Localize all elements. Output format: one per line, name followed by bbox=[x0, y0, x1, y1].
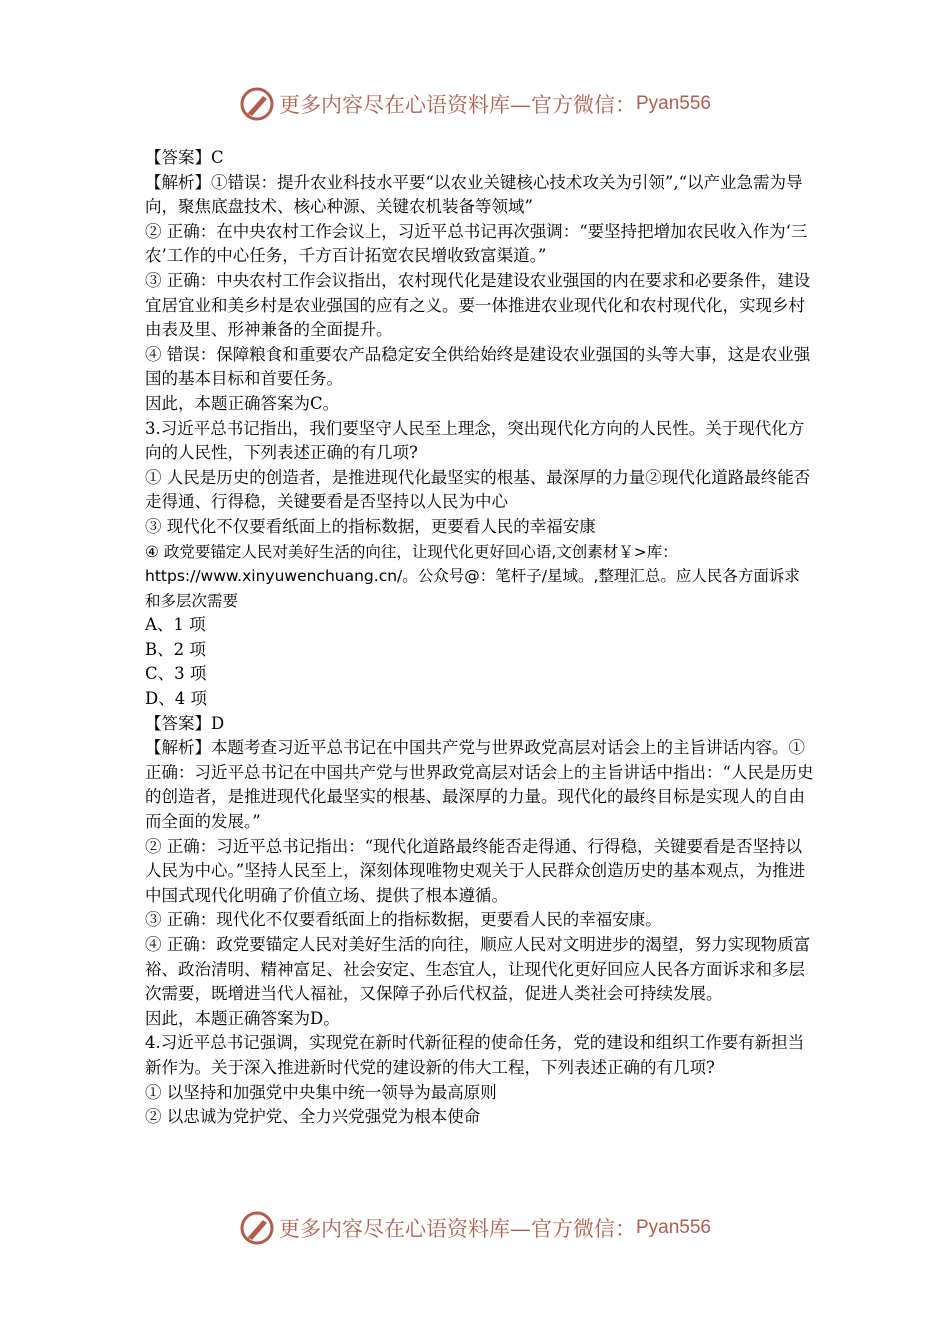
header-banner bbox=[0, 84, 950, 124]
conclusion-line: 因此，本题正确答案为C。 bbox=[145, 393, 340, 413]
analysis-point-3: ③ 正确：现代化不仅要看纸面上的指标数据，更要看人民的幸福安康。 bbox=[145, 910, 662, 930]
analysis-point-2: ② 正确：习近平总书记指出：“现代化道路最终能否走得通、行得稳，关键要看是否坚持以人民为中心。”坚持人民至上，深刻体现唯物史观关于人民群众创造历史的基本观点，为推进中国式现代化明确了价值立场、提供了根本遵循。 bbox=[145, 836, 806, 905]
footer-text: 更多内容尽在心语资料库—官方微信： bbox=[278, 1217, 636, 1241]
answer-line: 【答案】C bbox=[145, 148, 224, 167]
analysis-point-3: ③ 正确：中央农村工作会议指出，农村现代化是建设农业强国的内在要求和必要条件，建设宜居宜业和美乡村是农业强国的应有之义。要一体推进农业现代化和农村现代化，实现乡村由表及里、形神兼备的全面提升。 bbox=[145, 270, 811, 340]
footer-banner bbox=[0, 1208, 950, 1248]
analysis-paragraph: 【解析】①错误：提升农业科技水平要“以农业关键核心技术攻关为引领”,“以产业急需为导向，聚焦底盘技术、核心种源、关键农机装备等领域” bbox=[145, 172, 803, 217]
conclusion-line: 因此，本题正确答案为D。 bbox=[145, 1008, 340, 1028]
analysis-point-4: ④ 错误：保障粮食和重要农产品稳定安全供给始终是建设农业强国的头等大事，这是农业强国的基本目标和首要任务。 bbox=[145, 344, 811, 389]
question-4-statement-1: ① 以坚持和加强党中央集中统一领导为最高原则 bbox=[145, 1082, 497, 1102]
option-c: C、3 项 bbox=[145, 664, 207, 684]
header-wechat-id: Pyan556 bbox=[635, 93, 711, 114]
header-text: 更多内容尽在心语资料库—官方微信： bbox=[278, 93, 636, 117]
question-3-statement-1: ① 人民是历史的创造者，是推进现代化最坚实的根基、最深厚的力量②现代化道路最终能否走得通、行得稳，关键要看是否坚持以人民为中心 bbox=[145, 467, 811, 512]
option-b: B、2 项 bbox=[145, 639, 206, 659]
option-a: A、1 项 bbox=[145, 615, 206, 635]
option-d: D、4 项 bbox=[145, 689, 207, 709]
pen-logo-icon bbox=[239, 86, 275, 122]
analysis-point-4: ④ 正确：政党要锚定人民对美好生活的向往，顺应人民对文明进步的渴望，努力实现物质富裕、政治清明、精神富足、社会安定、生态宜人，让现代化更好回应人民各方面诉求和多层次需要，既增进当代人福祉，又保障子孙后代权益，促进人类社会可持续发展。 bbox=[145, 935, 811, 1004]
question-3: 3.习近平总书记指出，我们要坚守人民至上理念，突出现代化方向的人民性。关于现代化方向的人民性，下列表述正确的有几项? bbox=[145, 418, 805, 463]
question-4-statement-2: ② 以忠诚为党护党、全力兴党强党为根本使命 bbox=[145, 1107, 481, 1127]
document-body bbox=[145, 146, 815, 1130]
question-3-statement-3: ③ 现代化不仅要看纸面上的指标数据，更要看人民的幸福安康 bbox=[145, 516, 596, 536]
answer-line: 【答案】D bbox=[145, 713, 225, 733]
footer-wechat-id: Pyan556 bbox=[635, 1217, 711, 1238]
question-3-statement-4: ④ 政党要锚定人民对美好生活的向往，让现代化更好回心语,文创素材￥>库：https://www.xinyuwenchuang.cn/。公众号@：笔杆子/星域。,整理汇总。应人民各方面诉求和多层次需要 bbox=[145, 542, 800, 610]
question-4: 4.习近平总书记强调，实现党在新时代新征程的使命任务，党的建设和组织工作要有新担当新作为。关于深入推进新时代党的建设新的伟大工程，下列表述正确的有几项? bbox=[145, 1033, 805, 1077]
analysis-point-2: ② 正确：在中央农村工作会议上，习近平总书记再次强调：“要坚持把增加农民收入作为‘三农’工作的中心任务，千方百计拓宽农民增收致富渠道。” bbox=[145, 221, 808, 266]
pen-logo-icon bbox=[239, 1210, 275, 1246]
analysis-paragraph: 【解析】本题考查习近平总书记在中国共产党与世界政党高层对话会上的主旨讲话内容。①正确：习近平总书记在中国共产党与世界政党高层对话会上的主旨讲话中指出：“人民是历史的创造者，是推进现代化最坚实的根基、最深厚的力量。现代化的最终目标是实现人的自由而全面的发展。” bbox=[145, 738, 814, 832]
